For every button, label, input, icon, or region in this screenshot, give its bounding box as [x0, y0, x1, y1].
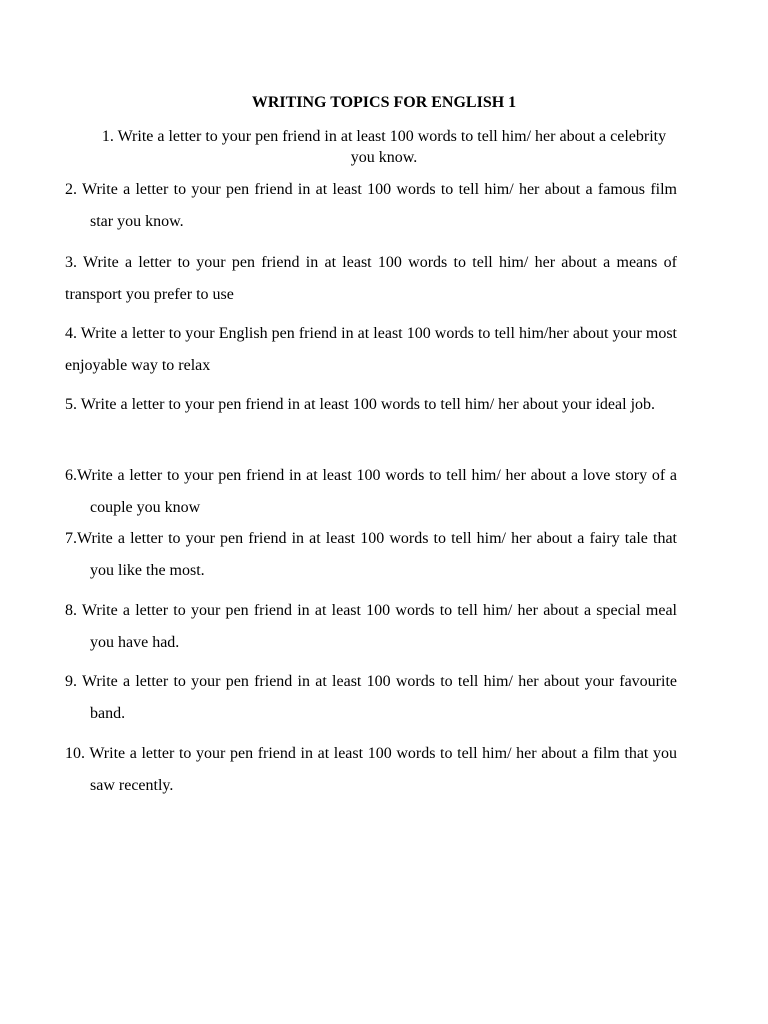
topic-2: 2. Write a letter to your pen friend in at least 100 words to tell him/ her about a famous film star you know. [65, 181, 677, 230]
topic-9: 9. Write a letter to your pen friend in at least 100 words to tell him/ her about your favourite band. [65, 673, 677, 722]
topic-7: 7.Write a letter to your pen friend in at least 100 words to tell him/ her about a fairy tale that you like the most. [65, 530, 677, 579]
topic-1: 1. Write a letter to your pen friend in at least 100 words to tell him/ her about a celebrity you know. [101, 128, 667, 166]
topic-3: 3. Write a letter to your pen friend in at least 100 words to tell him/ her about a means of transport you prefer to use [65, 254, 677, 303]
topic-6: 6.Write a letter to your pen friend in at least 100 words to tell him/ her about a love story of a couple you know [65, 467, 677, 516]
topic-10: 10. Write a letter to your pen friend in at least 100 words to tell him/ her about a film that you saw recently. [65, 745, 677, 794]
topic-5: 5. Write a letter to your pen friend in at least 100 words to tell him/ her about your ideal job. [65, 396, 656, 413]
topic-8: 8. Write a letter to your pen friend in at least 100 words to tell him/ her about a special meal you have had. [65, 602, 677, 651]
document-title: WRITING TOPICS FOR ENGLISH 1 [251, 94, 517, 111]
topic-4: 4. Write a letter to your English pen friend in at least 100 words to tell him/her about your most enjoyable way to relax [65, 325, 677, 374]
